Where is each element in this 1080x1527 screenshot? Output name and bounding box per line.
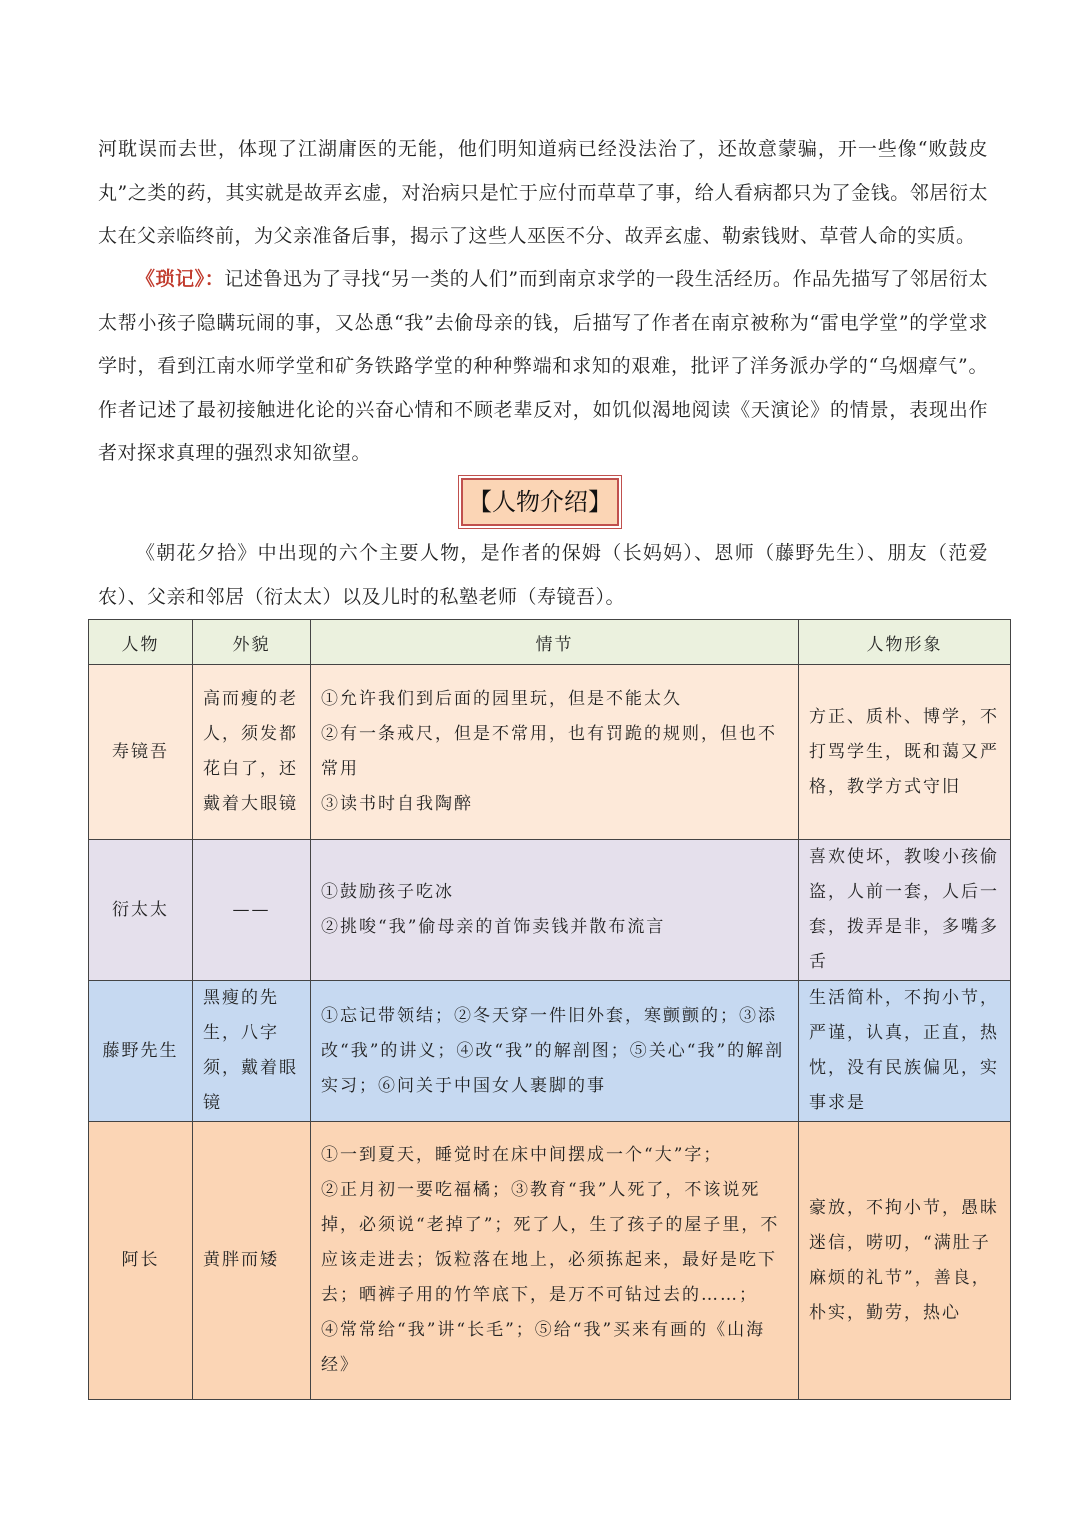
plot-item: ④常常给“我”讲“长毛”；⑤给“我”买来有画的《山海经》 (321, 1320, 766, 1375)
character-image: 生活简朴，不拘小节，严谨，认真，正直，热忱，没有民族偏见，实事求是 (799, 981, 1011, 1122)
character-name: 衍太太 (89, 840, 193, 981)
plot-item: ①允许我们到后面的园里玩，但是不能太久 (321, 689, 682, 709)
characters-table (88, 619, 1011, 1400)
paragraph-characters-intro: 《朝花夕拾》中出现的六个主要人物，是作者的保姆（长妈妈）、恩师（藤野先生）、朋友（范爱农）、父亲和邻居（衍太太）以及儿时的私塾老师（寿镜吾）。 (98, 542, 988, 608)
plot-item: ③读书时自我陶醉 (321, 794, 473, 814)
header-name: 人物 (89, 620, 193, 665)
character-plot (311, 1122, 799, 1400)
paragraph-medical: 河耽误而去世，体现了江湖庸医的无能，他们明知道病已经没法治了，还故意蒙骗，开一些像“败鼓皮丸”之类的药，其实就是故弄玄虚，对治病只是忙于应付而草草了事，给人看病都只为了金钱。邻居衍太太在父亲临终前，为父亲准备后事，揭示了这些人巫医不分、故弄玄虚、勒索钱财、草菅人命的实质。 (98, 138, 988, 247)
table-row (89, 981, 1011, 1122)
character-name: 阿长 (89, 1122, 193, 1400)
character-plot (311, 665, 799, 840)
character-looks: 高而瘦的老人，须发都花白了，还戴着大眼镜 (193, 665, 311, 840)
header-image: 人物形象 (799, 620, 1011, 665)
suoji-title: 《琐记》： (136, 268, 225, 290)
plot-item: ①一到夏天，睡觉时在床中间摆成一个“大”字； (321, 1145, 723, 1165)
character-plot (311, 981, 799, 1122)
character-image: 方正、质朴、博学，不打骂学生，既和蔼又严格，教学方式守旧 (799, 665, 1011, 840)
character-plot (311, 840, 799, 981)
character-name: 藤野先生 (89, 981, 193, 1122)
table-row (89, 1122, 1011, 1400)
character-name: 寿镜吾 (89, 665, 193, 840)
section-title-characters: 【人物介绍】 (461, 478, 619, 526)
plot-item: ②有一条戒尺，但是不常用，也有罚跪的规则，但也不常用 (321, 724, 777, 779)
header-plot: 情节 (311, 620, 799, 665)
suoji-body: 记述鲁迅为了寻找“另一类的人们”而到南京求学的一段生活经历。作品先描写了邻居衍太太帮小孩子隐瞒玩闹的事，又怂恿“我”去偷母亲的钱，后描写了作者在南京被称为“雷电学堂”的学堂求学时，看到江南水师学堂和矿务铁路学堂的种种弊端和求知的艰难，批评了洋务派办学的“乌烟瘴气”。作者记述了最初接触进化论的兴奋心情和不顾老辈反对，如饥似渴地阅读《天演论》的情景，表现出作者对探求真理的强烈求知欲望。 (98, 268, 988, 464)
plot-item: ②正月初一要吃福橘；③教育“我”人死了，不该说死掉，必须说“老掉了”；死了人，生了孩子的屋子里，不应该走进去；饭粒落在地上，必须拣起来，最好是吃下去；晒裤子用的竹竿底下，是万不可钻过去的……； (321, 1180, 780, 1305)
character-looks: 黑瘦的先生，八字须，戴着眼镜 (193, 981, 311, 1122)
character-looks: —— (193, 840, 311, 981)
plot-item: ①忘记带领结；②冬天穿一件旧外套，寒颤颤的；③添改“我”的讲义；④改“我”的解剖图；⑤关心“我”的解剖实习；⑥问关于中国女人裹脚的事 (321, 1005, 785, 1096)
paragraph-suoji (98, 258, 988, 476)
table-header-row (89, 620, 1011, 665)
table-row (89, 665, 1011, 840)
header-looks: 外貌 (193, 620, 311, 665)
plot-item: ①鼓励孩子吃冰 (321, 882, 454, 902)
character-image: 豪放，不拘小节，愚昧迷信，唠叨，“满肚子麻烦的礼节”，善良，朴实，勤劳，热心 (799, 1122, 1011, 1400)
character-image: 喜欢使坏，教唆小孩偷盗，人前一套，人后一套，拨弄是非，多嘴多舌 (799, 840, 1011, 981)
table-row (89, 840, 1011, 981)
character-looks: 黄胖而矮 (193, 1122, 311, 1400)
plot-item: ②挑唆“我”偷母亲的首饰卖钱并散布流言 (321, 917, 666, 937)
